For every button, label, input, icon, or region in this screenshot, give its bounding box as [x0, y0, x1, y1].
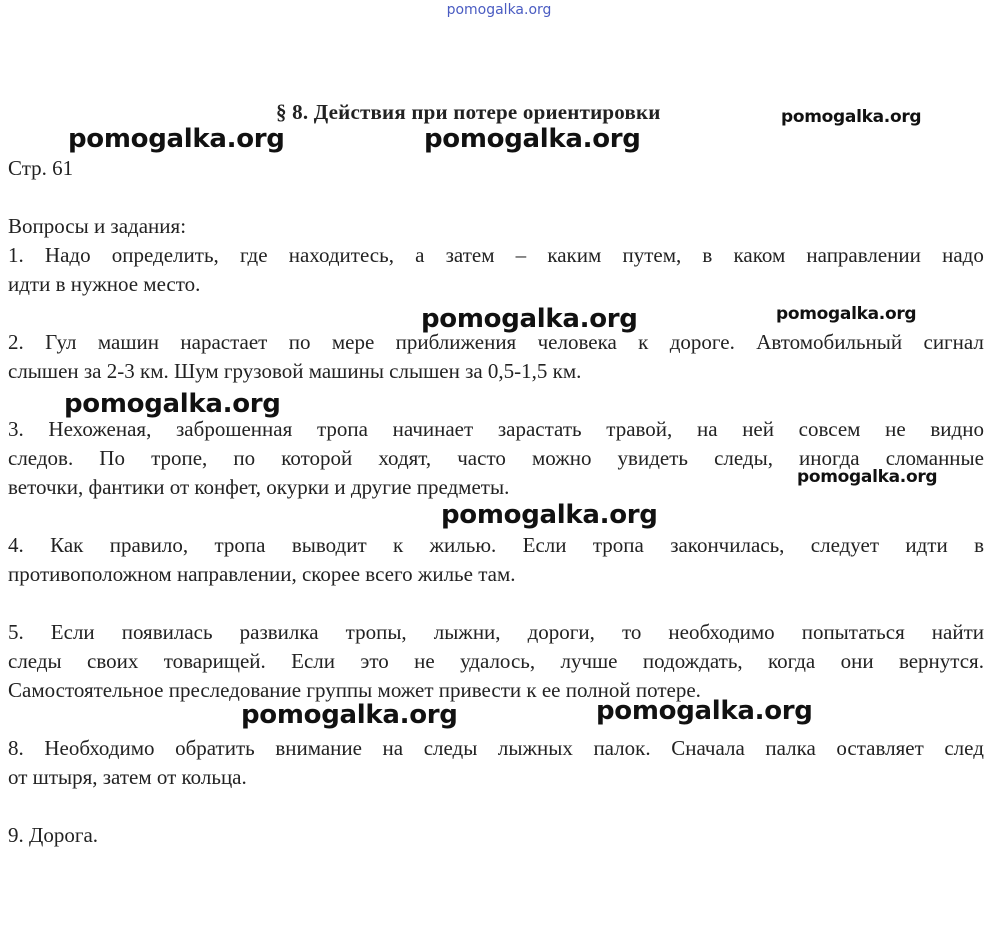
word: начинает	[392, 417, 474, 441]
word: на	[382, 736, 404, 760]
word: можно	[531, 446, 592, 470]
word: 8.	[8, 736, 24, 760]
answer-line: 9. Дорога.	[8, 823, 99, 847]
word: направлении	[806, 243, 921, 267]
word: дороги,	[527, 620, 595, 644]
word: попытаться	[801, 620, 905, 644]
watermark: pomogalka.org	[781, 107, 922, 127]
word: внимание	[275, 736, 362, 760]
word: жилью.	[429, 533, 497, 557]
word: закончилась,	[670, 533, 785, 557]
word: то	[621, 620, 642, 644]
word: где	[239, 243, 268, 267]
word: травой,	[606, 417, 673, 441]
answer-line	[8, 241, 984, 270]
word: ней	[742, 417, 774, 441]
word: тропа	[214, 533, 266, 557]
word: Необходимо	[44, 736, 155, 760]
word: сломанные	[885, 446, 984, 470]
word: машин	[97, 330, 160, 354]
word: увидеть	[617, 446, 688, 470]
watermark: pomogalka.org	[776, 304, 917, 324]
answer-line	[8, 415, 984, 444]
answer-line	[8, 618, 984, 647]
word: По	[99, 446, 125, 470]
word: в	[974, 533, 984, 557]
spacer	[8, 183, 984, 212]
word: это	[360, 649, 389, 673]
word: товарищей.	[163, 649, 266, 673]
word: часто	[457, 446, 506, 470]
word: след	[944, 736, 984, 760]
word: Надо	[44, 243, 91, 267]
answer-line: противоположном направлении, скорее всего жилье там.	[8, 562, 516, 586]
watermark: pomogalka.org	[68, 124, 285, 154]
section-heading: § 8. Действия при потере ориентировки	[276, 100, 661, 124]
page-reference: Стр. 61	[8, 156, 74, 180]
word: –	[515, 243, 527, 267]
word: нарастает	[180, 330, 268, 354]
word: лучше	[560, 649, 618, 673]
watermark: pomogalka.org	[64, 389, 281, 419]
answer-line	[8, 531, 984, 560]
word: по	[233, 446, 256, 470]
word: человека	[537, 330, 617, 354]
word: подождать,	[642, 649, 743, 673]
word: тропе,	[151, 446, 208, 470]
word: ходят,	[378, 446, 432, 470]
word: Если	[291, 649, 336, 673]
word: к	[392, 533, 404, 557]
word: они	[840, 649, 874, 673]
word: 5.	[8, 620, 24, 644]
word: появилась	[121, 620, 213, 644]
word: 4.	[8, 533, 24, 557]
word: палка	[765, 736, 816, 760]
word: которой	[281, 446, 353, 470]
word: надо	[942, 243, 984, 267]
word: иногда	[799, 446, 860, 470]
word: 1.	[8, 243, 24, 267]
word: видно	[930, 417, 984, 441]
word: в	[702, 243, 713, 267]
spacer	[8, 589, 984, 618]
word: тропа	[316, 417, 368, 441]
word: следы	[8, 649, 62, 673]
word: затем	[445, 243, 495, 267]
watermark: pomogalka.org	[441, 500, 658, 530]
word: своих	[87, 649, 139, 673]
word: лыжных	[497, 736, 573, 760]
word: Если	[522, 533, 567, 557]
watermark: pomogalka.org	[424, 124, 641, 154]
word: на	[696, 417, 718, 441]
word: заброшенная	[176, 417, 293, 441]
word: к	[638, 330, 649, 354]
word: Гул	[45, 330, 77, 354]
word: Нехоженая,	[48, 417, 152, 441]
word: развилка	[239, 620, 319, 644]
watermark: pomogalka.org	[421, 304, 638, 334]
word: оставляет	[836, 736, 924, 760]
word: 3.	[8, 417, 24, 441]
word: каким	[547, 243, 602, 267]
word: необходимо	[668, 620, 775, 644]
watermark: pomogalka.org	[797, 467, 938, 487]
spacer	[8, 705, 984, 734]
word: правило,	[109, 533, 189, 557]
word: палок.	[593, 736, 651, 760]
spacer	[8, 792, 984, 821]
word: следы	[423, 736, 478, 760]
word: зарастать	[497, 417, 582, 441]
word: следов.	[8, 446, 74, 470]
word: Если	[50, 620, 95, 644]
word: определить,	[111, 243, 219, 267]
answer-line: веточки, фантики от конфет, окурки и другие предметы.	[8, 475, 510, 499]
word: найти	[931, 620, 984, 644]
word: не	[414, 649, 435, 673]
word: следует	[810, 533, 880, 557]
answer-line: Самостоятельное преследование группы может привести к ее полной потере.	[8, 678, 701, 702]
word: а	[415, 243, 425, 267]
word: дороге.	[669, 330, 735, 354]
word: мере	[331, 330, 375, 354]
word: приближения	[395, 330, 517, 354]
word: каком	[733, 243, 786, 267]
word: идти	[905, 533, 948, 557]
watermark: pomogalka.org	[241, 700, 458, 730]
answer-line: идти в нужное место.	[8, 272, 201, 296]
word: по	[288, 330, 311, 354]
answer-line	[8, 734, 984, 763]
word: путем,	[622, 243, 682, 267]
answer-line: слышен за 2-3 км. Шум грузовой машины слышен за 0,5-1,5 км.	[8, 359, 582, 383]
word: следы,	[714, 446, 773, 470]
word: сигнал	[923, 330, 984, 354]
word: Автомобильный	[756, 330, 903, 354]
word: когда	[768, 649, 816, 673]
word: совсем	[798, 417, 861, 441]
word: вернутся.	[898, 649, 984, 673]
answer-line: от штыря, затем от кольца.	[8, 765, 247, 789]
word: выводит	[291, 533, 367, 557]
word: находитесь,	[288, 243, 394, 267]
word: лыжни,	[433, 620, 501, 644]
word: обратить	[175, 736, 255, 760]
word: тропы,	[345, 620, 407, 644]
word: не	[885, 417, 906, 441]
word: Как	[50, 533, 84, 557]
word: удалось,	[460, 649, 536, 673]
word: Сначала	[671, 736, 745, 760]
questions-title: Вопросы и задания:	[8, 214, 187, 238]
word: 2.	[8, 330, 24, 354]
answer-line	[8, 647, 984, 676]
site-link[interactable]: pomogalka.org	[446, 2, 552, 18]
watermark: pomogalka.org	[596, 696, 813, 726]
word: тропа	[592, 533, 644, 557]
